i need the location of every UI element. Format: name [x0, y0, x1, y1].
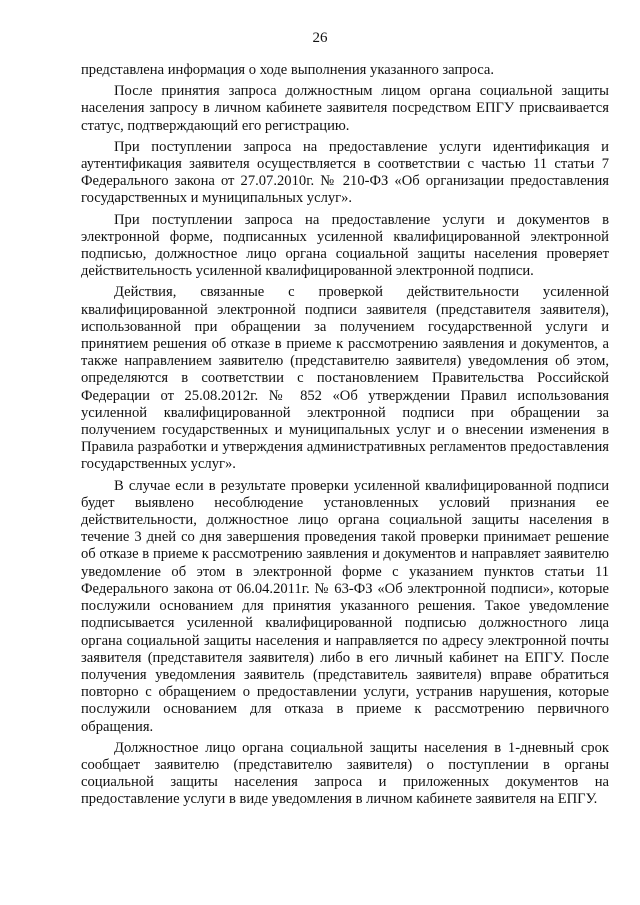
- paragraph-3: При поступлении запроса на предоставление услуги идентификация и аутентификация заявителя осуществляется в соответствии с частью 11 статьи 7 Федерального закона от 27.07.2010г. № 210-ФЗ «Об организации предоставления государственных и муниципальных услуг».: [81, 138, 609, 207]
- paragraph-2: После принятия запроса должностным лицом органа социальной защиты населения запросу в личном кабинете заявителя посредством ЕПГУ присваивается статус, подтверждающий его регистрацию.: [81, 83, 609, 134]
- paragraph-4: При поступлении запроса на предоставление услуги и документов в электронной форме, подписанных усиленной квалифицированной электронной подписью, должностное лицо органа социальной защиты населения проверяет действительность усиленной квалифицированной электронной подписи.: [81, 211, 609, 280]
- paragraph-5: Действия, связанные с проверкой действительности усиленной квалифицированной электронной подписи заявителя (представителя заявителя), использованной при обращении за получением государственной услуги и принятием решения об отказе в приеме к рассмотрению заявления и документов, а также направлением заявителю (представителю заявителя) уведомления об этом, определяются в соответствии с постановлением Правительства Российской Федерации от 25.08.2012г. № 852 «Об утверждении Правил использования усиленной квалифицированной электронной подписи при обращении за получением государственных и муниципальных услуг и о внесении изменения в Правила разработки и утверждения административных регламентов предоставления государственных услуг».: [81, 284, 609, 473]
- paragraph-1: представлена информация о ходе выполнения указанного запроса.: [81, 62, 495, 78]
- page-number: 26: [312, 30, 328, 46]
- paragraph-7: Должностное лицо органа социальной защиты населения в 1-дневный срок сообщает заявителю (представителю заявителя) о поступлении в органы социальной защиты населения запроса и приложенных документов на предоставление услуги в виде уведомления в личном кабинете заявителя на ЕПГУ.: [81, 739, 609, 808]
- paragraph-6: В случае если в результате проверки усиленной квалифицированной подписи будет выявлено несоблюдение установленных условий признания ее действительности, должностное лицо органа социальной защиты населения в течение 3 дней со дня завершения проведения такой проверки принимает решение об отказе в приеме к рассмотрению заявления и документов и направляет заявителю уведомление об этом в электронной форме с указанием пунктов статьи 11 Федерального закона от 06.04.2011г. № 63-ФЗ «Об электронной подписи», которые послужили основанием для принятия указанного решения. Такое уведомление подписывается усиленной квалифицированной подписью должностного лица органа социальной защиты населения и направляется по адресу электронной почты заявителя (представителя заявителя) либо в его личный кабинет на ЕПГУ. После получения уведомления заявитель (представитель заявителя) вправе обратиться повторно с обращением о предоставлении услуги, устранив нарушения, которые послужили основанием для отказа в приеме к рассмотрению первичного обращения.: [81, 477, 609, 735]
- document-body: [81, 62, 609, 809]
